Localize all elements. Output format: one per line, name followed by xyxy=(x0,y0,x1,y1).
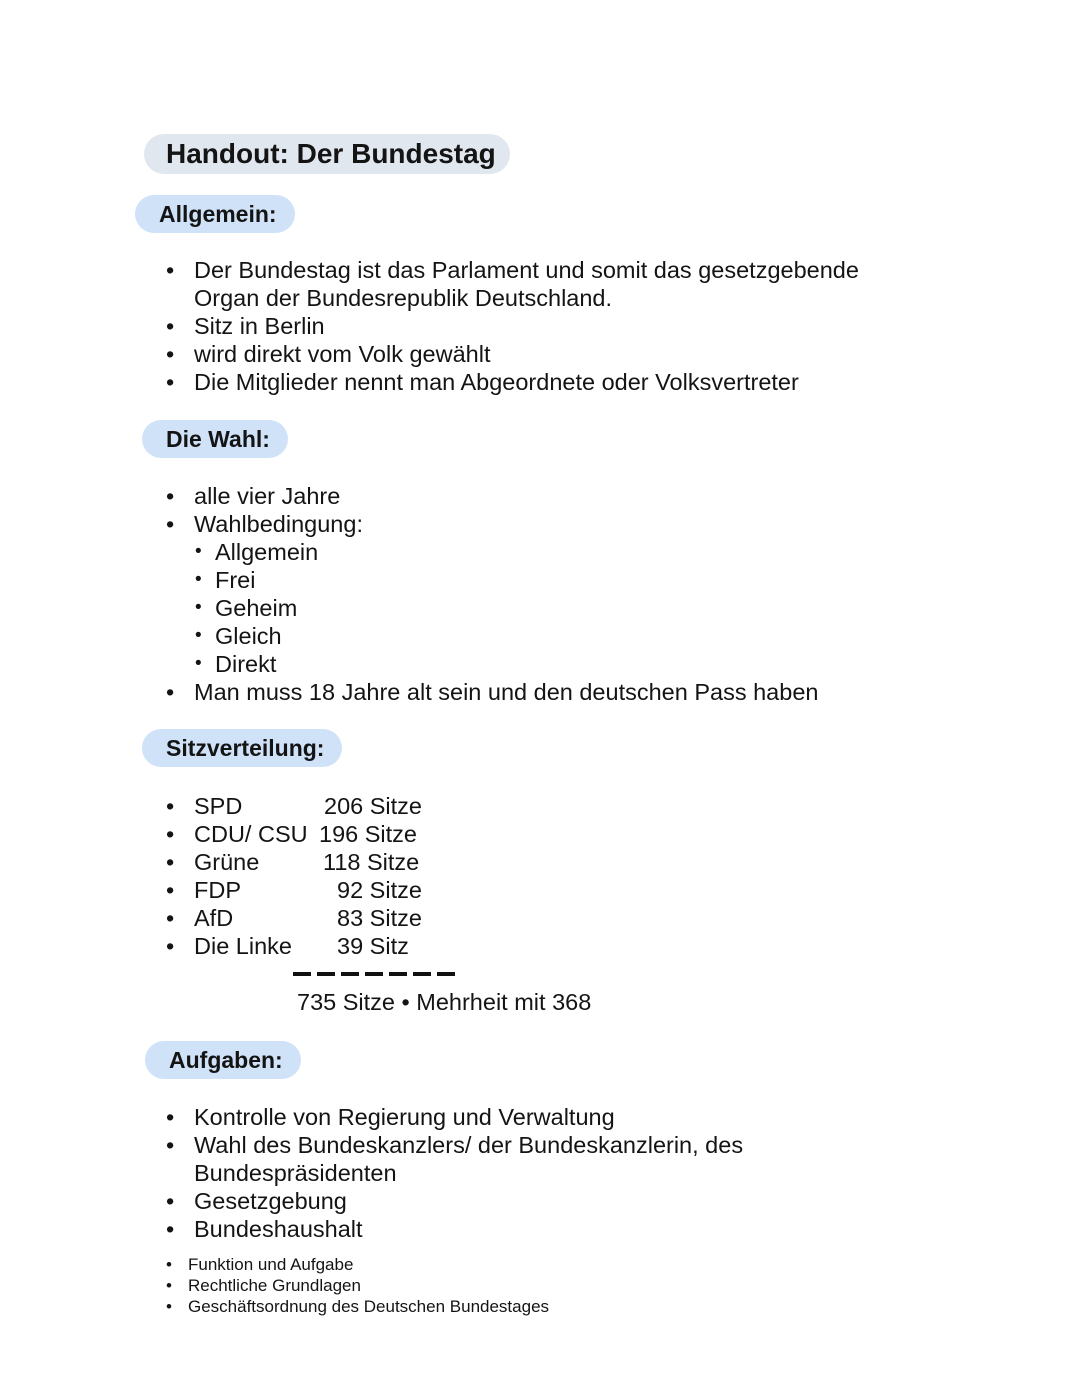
party-seats: 39 Sitz xyxy=(337,933,409,959)
list-item: • Kontrolle von Regierung und Verwaltung xyxy=(166,1103,966,1131)
party-seats: 196 Sitze xyxy=(319,821,417,847)
list-item: • Die Mitglieder nennt man Abgeordnete oder Volksvertreter xyxy=(166,368,966,396)
sub-list-item: • Frei xyxy=(194,566,966,594)
seat-total: 735 Sitze • Mehrheit mit 368 xyxy=(297,989,592,1015)
list-item: • Bundeshaushalt xyxy=(166,1215,966,1243)
party-name: AfD xyxy=(194,905,234,931)
party-name: FDP xyxy=(194,877,241,903)
sub-list-item: • Geheim xyxy=(194,594,966,622)
allgemein-list xyxy=(166,256,966,396)
party-row xyxy=(166,820,666,848)
footer-list xyxy=(166,1254,866,1317)
list-item: • Gesetzgebung xyxy=(166,1187,966,1215)
wahl-list xyxy=(166,482,966,706)
list-item: • Man muss 18 Jahre alt sein und den deutschen Pass haben xyxy=(166,678,966,706)
sub-list-item: • Allgemein xyxy=(194,538,966,566)
list-item: • Wahl des Bundeskanzlers/ der Bundeskanzlerin, des Bundespräsidenten xyxy=(166,1131,966,1187)
party-seats: 206 Sitze xyxy=(324,793,422,819)
party-name: SPD xyxy=(194,793,243,819)
party-row xyxy=(166,792,666,820)
page-title: Handout: Der Bundestag xyxy=(144,134,510,174)
list-item: • Wahlbedingung: • Allgemein • Frei • Geheim • Gleich • Direkt xyxy=(166,510,966,678)
sum-divider xyxy=(293,972,461,976)
party-row xyxy=(166,876,666,904)
section-heading-allgemein: Allgemein: xyxy=(135,195,295,233)
party-seats: 118 Sitze xyxy=(323,849,420,875)
footer-item: • Geschäftsordnung des Deutschen Bundestages xyxy=(166,1296,866,1317)
footer-item: • Rechtliche Grundlagen xyxy=(166,1275,866,1296)
sub-list-item: • Direkt xyxy=(194,650,966,678)
list-item: • Der Bundestag ist das Parlament und somit das gesetzgebende Organ der Bundesrepublik Deutschland. xyxy=(166,256,966,312)
seat-distribution-list xyxy=(166,792,666,960)
party-row xyxy=(166,904,666,932)
sub-list-item: • Gleich xyxy=(194,622,966,650)
wahlbedingung-sublist xyxy=(194,538,966,678)
party-row xyxy=(166,932,666,960)
list-item: • Sitz in Berlin xyxy=(166,312,966,340)
party-seats: 83 Sitze xyxy=(337,905,422,931)
party-name: Die Linke xyxy=(194,933,292,959)
section-heading-sitzverteilung: Sitzverteilung: xyxy=(142,729,342,767)
party-seats: 92 Sitze xyxy=(337,877,422,903)
party-name: Grüne xyxy=(194,849,260,875)
party-name: CDU/ CSU xyxy=(194,821,308,847)
section-heading-aufgaben: Aufgaben: xyxy=(145,1041,301,1079)
aufgaben-list xyxy=(166,1103,966,1243)
list-item: • alle vier Jahre xyxy=(166,482,966,510)
section-heading-wahl: Die Wahl: xyxy=(142,420,288,458)
list-item: • wird direkt vom Volk gewählt xyxy=(166,340,966,368)
party-row xyxy=(166,848,666,876)
footer-item: • Funktion und Aufgabe xyxy=(166,1254,866,1275)
